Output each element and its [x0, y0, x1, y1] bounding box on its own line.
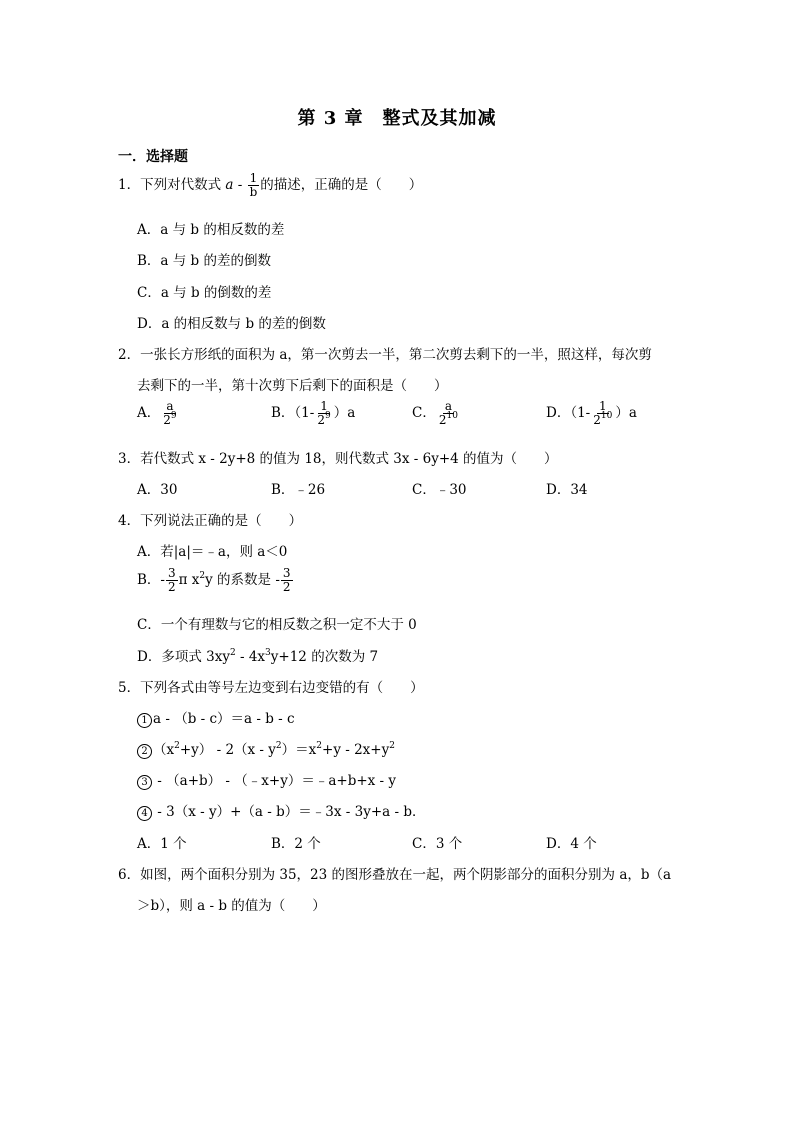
q1-option-b: [137, 249, 271, 269]
frac-den: 2: [282, 580, 291, 594]
item-text: - （a+b） - （﹣x+y）＝﹣a+b+x - y: [153, 773, 397, 789]
q4-option-a: A．若|a|＝﹣a，则 a＜0: [137, 544, 288, 560]
den-base: 2: [317, 413, 325, 427]
exp: 2: [174, 741, 180, 751]
q5-option-d: D．4 个: [546, 836, 597, 852]
b-tail: y 的系数是 -: [205, 572, 280, 588]
question-6-line-2: ＞b），则 a - b 的值为（ ）: [137, 898, 326, 914]
den-exp: 10: [600, 411, 613, 421]
q1-option-c: [137, 281, 271, 301]
den-base: 2: [163, 413, 171, 427]
option-label: D．: [137, 316, 162, 332]
circled-number: 4: [137, 806, 152, 821]
option-label: D．: [546, 405, 571, 421]
q5-option-b: B．2 个: [271, 836, 321, 852]
q4-b-fraction-2: [281, 567, 293, 594]
b-mid: π x: [178, 572, 200, 588]
q4-option-c: C．一个有理数与它的相反数之积一定不大于 0: [137, 617, 417, 633]
option-label: C．: [412, 405, 436, 421]
frac-num: 3: [167, 566, 176, 580]
q5-item-1: [137, 707, 295, 728]
q1-frac-num: 1: [249, 171, 258, 185]
q5-item-4: [137, 800, 425, 821]
q1-stem-pre: 1．下列对代数式: [118, 177, 226, 193]
q1-stem-post: 的描述，正确的是（ ）: [260, 177, 423, 193]
b-minus: -: [160, 572, 165, 588]
item-text: +y） - 2（x - y: [179, 742, 276, 758]
question-6-line-1: 6．如图，两个面积分别为 35，23 的图形叠放在一起，两个阴影部分的面积分别为 a，b（a: [118, 867, 672, 883]
den-exp: 9: [324, 411, 331, 421]
den-exp: 9: [170, 411, 177, 421]
question-4-stem: 4．下列说法正确的是（ ）: [118, 513, 303, 529]
section-heading: 一．选择题: [118, 149, 188, 165]
d-post: ）a: [615, 405, 637, 421]
option-label: B．: [137, 253, 161, 269]
item-text: （x: [153, 742, 175, 758]
q1-minus: -: [233, 177, 247, 193]
frac-den: [315, 411, 332, 427]
den-base: 2: [593, 413, 601, 427]
option-label: A．: [137, 222, 161, 238]
frac-num: a: [166, 399, 174, 413]
question-5-stem: 5．下列各式由等号左边变到右边变错的有（ ）: [118, 680, 424, 696]
q2-d-fraction: [591, 400, 614, 427]
circled-number: 1: [137, 713, 152, 728]
q4-option-d: [137, 645, 378, 665]
item-text: a - （b - c）＝a - b - c: [153, 711, 295, 727]
option-text: a 与 b 的倒数的差: [160, 285, 272, 301]
q5-item-2: [137, 738, 395, 759]
q5-option-c: C．3 个: [412, 836, 463, 852]
d-exp-1: 2: [229, 648, 236, 658]
b-pre: （1-: [294, 405, 315, 421]
frac-den: [591, 411, 614, 427]
question-2-line-2: 去剩下的一半，第十次剪下后剩下的面积是（ ）: [137, 378, 448, 394]
frac-den: [161, 411, 178, 427]
d-post: y+12 的次数为 7: [270, 649, 379, 665]
question-3-stem: 3．若代数式 x - 2y+8 的值为 18，则代数式 3x - 6y+4 的值为（ ）: [118, 451, 558, 467]
frac-num: a: [444, 399, 452, 413]
frac-num: 1: [320, 399, 328, 413]
item-text: +y - 2x+y: [322, 742, 390, 758]
q5-option-a: A．1 个: [137, 836, 187, 852]
d-pre: D．多项式 3xy: [137, 649, 230, 665]
q1-frac-den: b: [249, 185, 258, 199]
q2-option-b: [271, 400, 355, 427]
b-exp: 2: [199, 571, 206, 581]
option-label: C．: [137, 285, 161, 301]
q2-b-fraction: [315, 400, 332, 427]
question-2-line-1: 2．一张长方形纸的面积为 a，第一次剪去一半，第二次剪去剩下的一半，照这样，每次剪: [118, 347, 652, 363]
question-1-stem: [118, 172, 422, 199]
frac-den: 2: [167, 580, 176, 594]
d-exp-2: 3: [265, 648, 271, 658]
b-post: ）a: [333, 405, 356, 421]
exp: 2: [275, 741, 282, 751]
den-base: 2: [438, 413, 447, 427]
den-exp: 10: [446, 411, 458, 421]
option-text: a 与 b 的相反数的差: [160, 222, 285, 238]
q5-item-3: [137, 769, 396, 790]
d-pre: （1-: [570, 405, 591, 421]
q2-a-fraction: [161, 400, 178, 427]
exp: 2: [316, 741, 323, 751]
frac-num: 1: [598, 399, 607, 413]
q3-option-b: B．﹣26: [271, 482, 326, 498]
chapter-title: 第 3 章 整式及其加减: [297, 108, 497, 129]
q3-option-c: C．﹣30: [412, 482, 467, 498]
q1-var-a: a: [225, 177, 234, 193]
q3-option-d: D．34: [546, 482, 588, 498]
q2-option-d: [546, 400, 637, 427]
q2-c-fraction: [437, 400, 460, 427]
circled-number: 3: [137, 775, 152, 790]
option-label: A．: [137, 405, 161, 421]
circled-number: 2: [137, 744, 152, 759]
option-text: a 的相反数与 b 的差的倒数: [161, 316, 326, 332]
option-label: B．: [137, 572, 161, 588]
q1-option-a: [137, 218, 284, 238]
option-label: B．: [271, 405, 295, 421]
q2-option-a: [137, 400, 180, 427]
q1-option-d: [137, 312, 326, 332]
item-text: ）＝x: [281, 742, 317, 758]
exp: 2: [389, 741, 395, 751]
frac-num: 3: [282, 566, 291, 580]
q4-b-fraction-1: [166, 567, 178, 594]
q3-option-a: A．30: [137, 482, 178, 498]
d-mid: - 4x: [235, 649, 266, 665]
item-text: - 3（x - y）+（a - b）＝﹣3x - 3y+a - b．: [153, 804, 426, 820]
frac-den: [437, 411, 460, 427]
q4-option-b: [137, 567, 294, 594]
option-text: a 与 b 的差的倒数: [160, 253, 271, 269]
q2-option-c: [412, 400, 461, 427]
q1-fraction: [248, 172, 260, 199]
